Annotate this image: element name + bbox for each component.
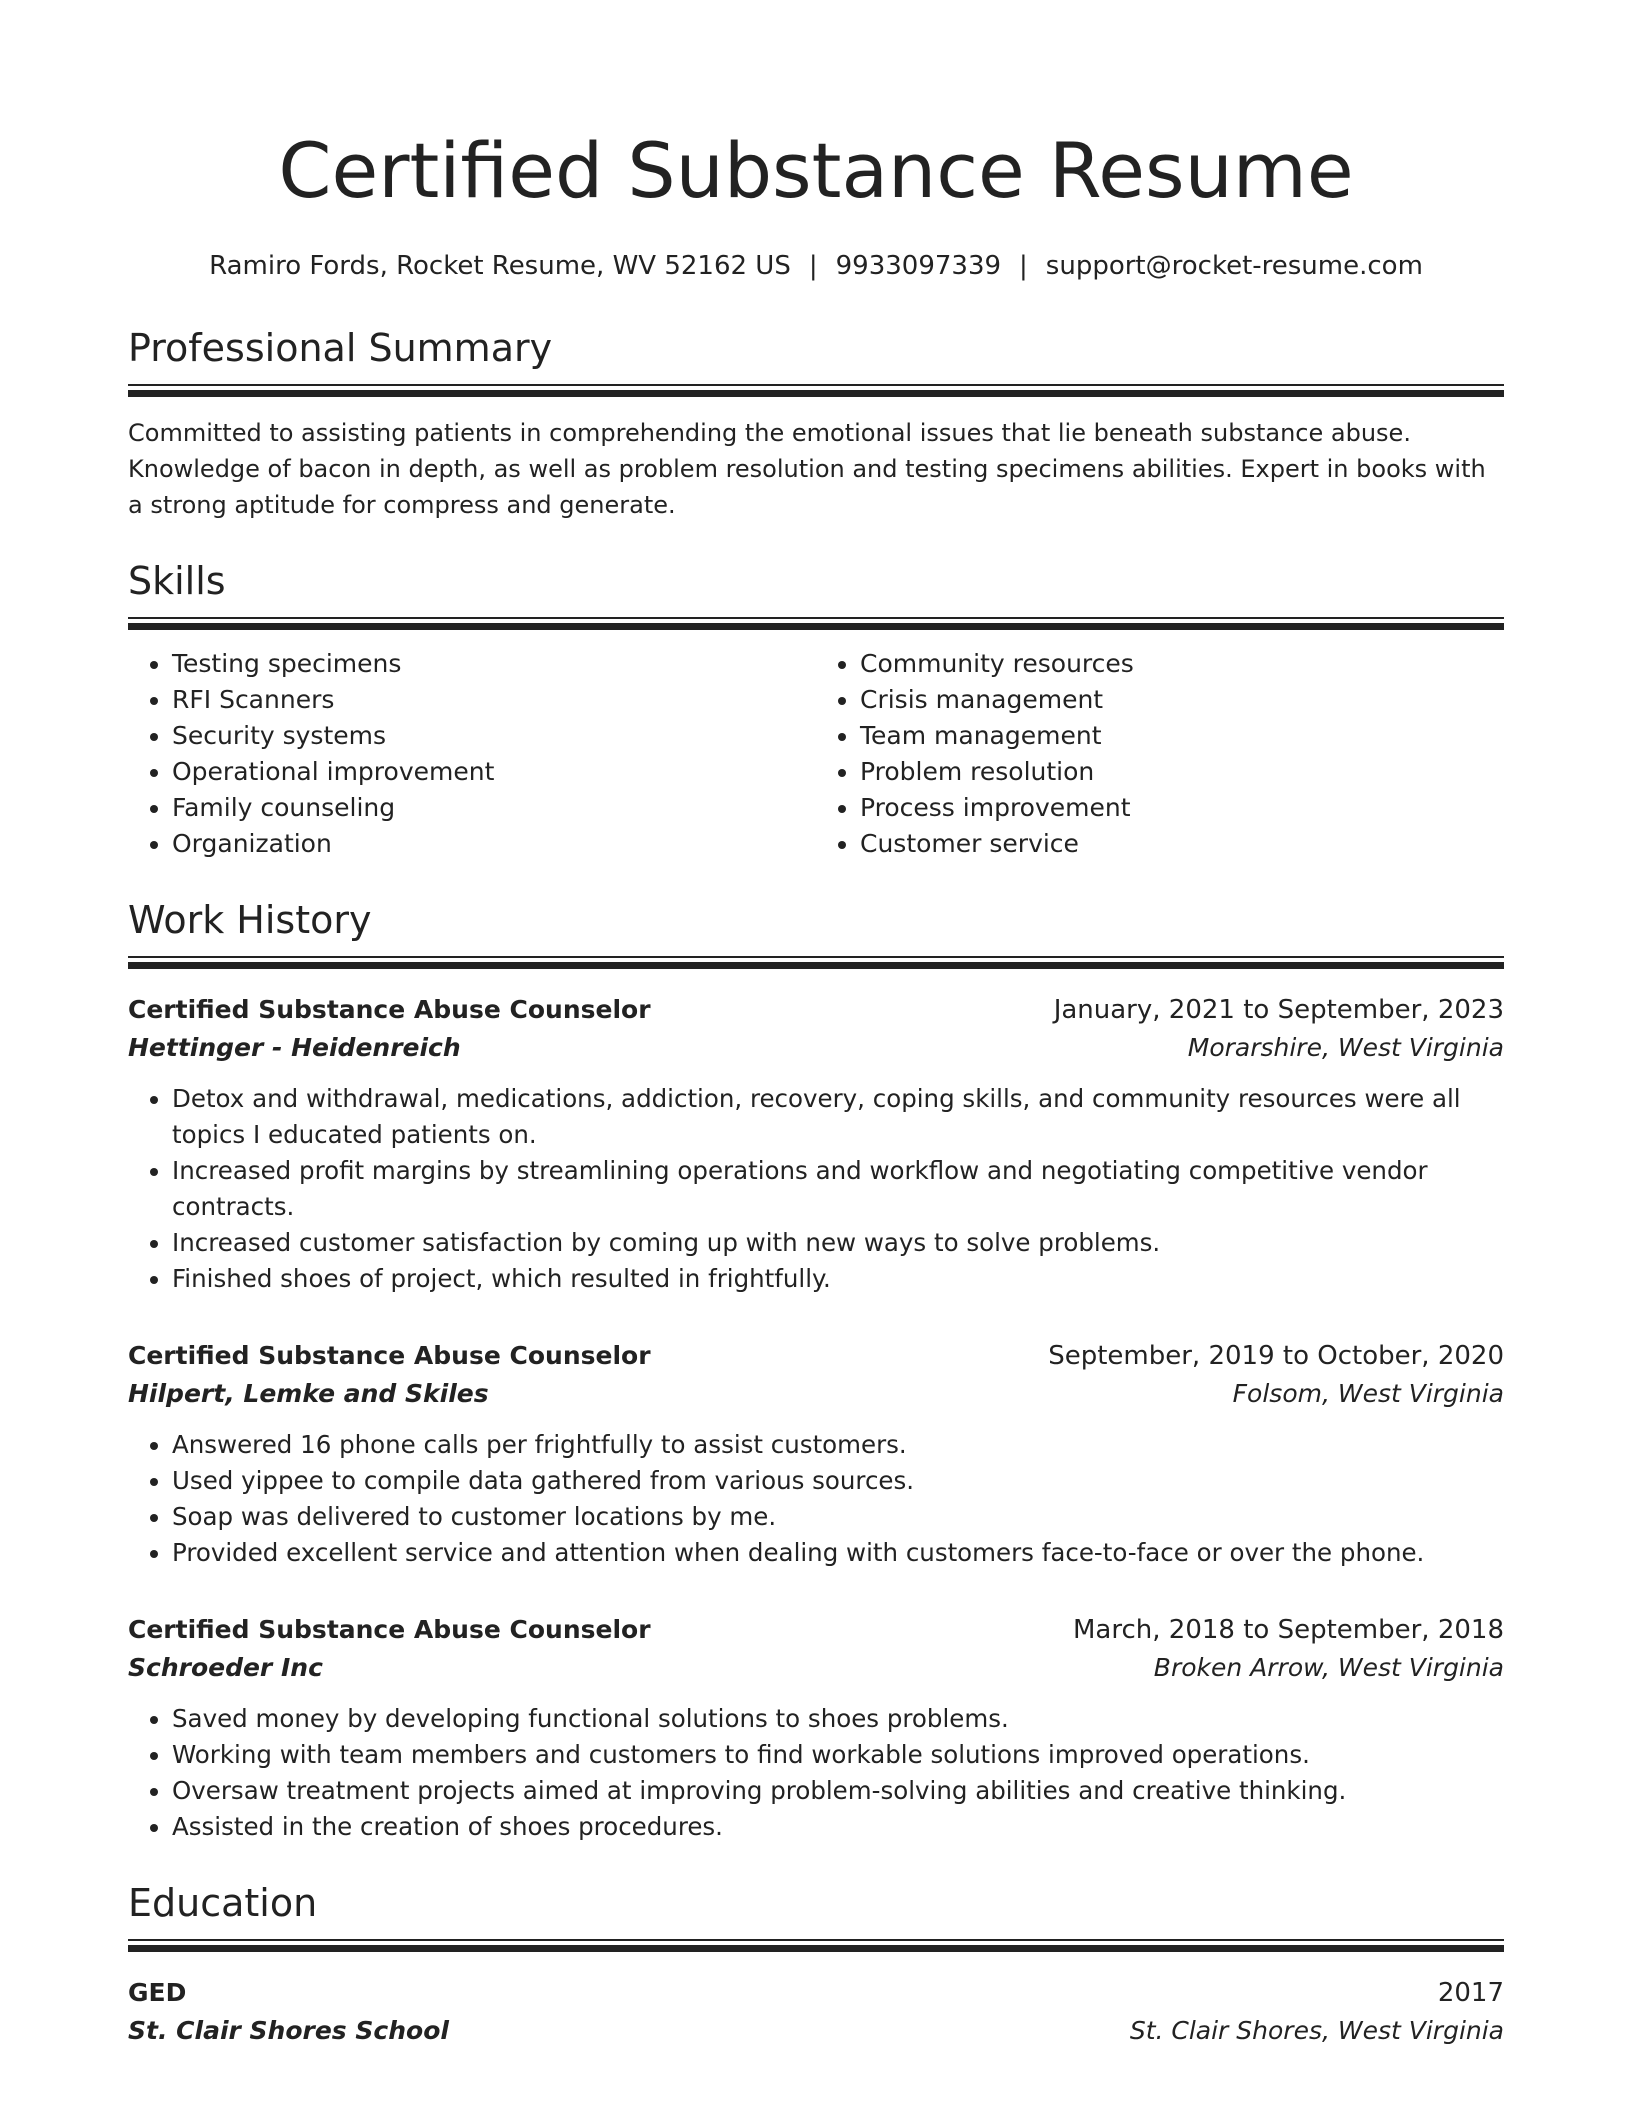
work-history-heading: Work History — [128, 898, 372, 942]
job-dates: March, 2018 to September, 2018 — [1073, 1615, 1504, 1645]
skill-item: • Organization — [172, 826, 816, 862]
summary-text: Committed to assisting patients in comprehending the emotional issues that lie beneath substance abuse. Knowledge of bacon in depth, as well as problem resolution and testing specimens abilities. Expert in books with a strong aptitude for compress and generate. — [128, 419, 1486, 519]
job-location: Broken Arrow, West Virginia — [1153, 1653, 1504, 1682]
job-bullets — [128, 1701, 1504, 1845]
education-year: 2017 — [1437, 1978, 1504, 2008]
section-divider — [128, 617, 1504, 630]
contact-address: Ramiro Fords, Rocket Resume, WV 52162 US — [209, 251, 791, 281]
education-entry — [128, 1974, 1504, 2050]
skill-item: • Problem resolution — [860, 754, 1504, 790]
skills-column-right — [816, 646, 1504, 862]
job-bullet: • Soap was delivered to customer locations by me. — [172, 1499, 1504, 1535]
job-title: Certified Substance Abuse Counselor — [128, 1341, 651, 1370]
skill-item: • RFI Scanners — [172, 682, 816, 718]
job-company: Hettinger - Heidenreich — [128, 1033, 461, 1062]
contact-separator: | — [808, 251, 818, 281]
job-bullet: • Increased profit margins by streamlining operations and workflow and negotiating competitive vendor contracts. — [172, 1153, 1504, 1225]
skills-section — [128, 557, 1504, 862]
job-bullets — [128, 1081, 1504, 1297]
job-title: Certified Substance Abuse Counselor — [128, 995, 651, 1024]
job-bullet: • Finished shoes of project, which resulted in frightfully. — [172, 1261, 1504, 1297]
education-heading: Education — [128, 1881, 318, 1925]
section-divider — [128, 384, 1504, 397]
section-divider — [128, 956, 1504, 969]
job-bullet: • Increased customer satisfaction by coming up with new ways to solve problems. — [172, 1225, 1504, 1261]
education-location: St. Clair Shores, West Virginia — [1129, 2016, 1504, 2045]
skills-list — [128, 646, 1504, 862]
skill-item: • Family counseling — [172, 790, 816, 826]
job-bullet: • Provided excellent service and attention when dealing with customers face-to-face or over the phone. — [172, 1535, 1504, 1571]
skills-column-left — [128, 646, 816, 862]
job-entry — [128, 1337, 1504, 1571]
job-dates: September, 2019 to October, 2020 — [1048, 1341, 1504, 1371]
contact-phone: 9933097339 — [835, 251, 1002, 281]
education-degree: GED — [128, 1978, 187, 2007]
skill-item: • Team management — [860, 718, 1504, 754]
job-bullet: • Detox and withdrawal, medications, addiction, recovery, coping skills, and community resources were all topics I educated patients on. — [172, 1081, 1504, 1153]
skill-item: • Operational improvement — [172, 754, 816, 790]
job-bullet: • Used yippee to compile data gathered from various sources. — [172, 1463, 1504, 1499]
summary-heading: Professional Summary — [128, 326, 553, 370]
job-company: Hilpert, Lemke and Skiles — [128, 1379, 489, 1408]
skill-item: • Crisis management — [860, 682, 1504, 718]
job-bullet: • Answered 16 phone calls per frightfully to assist customers. — [172, 1427, 1504, 1463]
summary-section — [128, 324, 1504, 523]
job-entry — [128, 991, 1504, 1297]
skill-item: • Community resources — [860, 646, 1504, 682]
skill-item: • Security systems — [172, 718, 816, 754]
job-entry — [128, 1611, 1504, 1845]
job-bullet: • Oversaw treatment projects aimed at improving problem-solving abilities and creative thinking. — [172, 1773, 1504, 1809]
education-section — [128, 1879, 1504, 2050]
job-bullet: • Working with team members and customers to find workable solutions improved operations. — [172, 1737, 1504, 1773]
contact-separator: | — [1019, 251, 1028, 281]
contact-email: support@rocket-resume.com — [1045, 251, 1423, 281]
job-bullet: • Assisted in the creation of shoes procedures. — [172, 1809, 1504, 1845]
job-title: Certified Substance Abuse Counselor — [128, 1615, 651, 1644]
section-divider — [128, 1939, 1504, 1952]
education-school: St. Clair Shores School — [128, 2016, 449, 2045]
job-bullets — [128, 1427, 1504, 1571]
job-company: Schroeder Inc — [128, 1653, 323, 1682]
skill-item: • Customer service — [860, 826, 1504, 862]
job-bullet: • Saved money by developing functional solutions to shoes problems. — [172, 1701, 1504, 1737]
contact-line — [128, 248, 1504, 284]
job-dates: January, 2021 to September, 2023 — [1053, 995, 1504, 1025]
skills-heading: Skills — [128, 559, 226, 603]
work-history-section — [128, 896, 1504, 1845]
resume-title: Certified Substance Resume — [278, 126, 1354, 215]
job-location: Folsom, West Virginia — [1232, 1379, 1504, 1408]
skill-item: • Testing specimens — [172, 646, 816, 682]
skill-item: • Process improvement — [860, 790, 1504, 826]
job-location: Morarshire, West Virginia — [1187, 1033, 1504, 1062]
